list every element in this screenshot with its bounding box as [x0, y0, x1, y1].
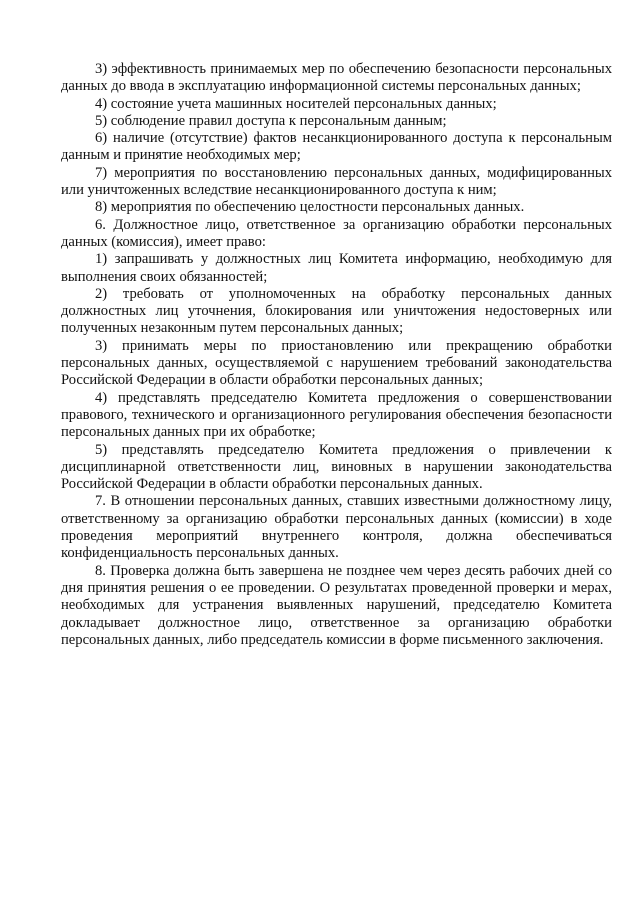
paragraph-right-2-demand-correction: 2) требовать от уполномоченных на обработку персональных данных должностных лиц уточнения, блокирования или уничтожения недостоверных или полученных незаконным путем персональных данных; [61, 285, 612, 337]
paragraph-right-4-improvement-proposals: 4) представлять председателю Комитета предложения о совершенствовании правового, технического и организационного регулирования обеспечения безопасности персональных данных при их обработке; [61, 389, 612, 441]
paragraph-right-3-suspend-processing: 3) принимать меры по приостановлению или прекращению обработки персональных данных, осуществляемой с нарушением требований законодательства Российской Федерации в области обработки персональных данных; [61, 337, 612, 389]
paragraph-item-4-media-accounting: 4) состояние учета машинных носителей персональных данных; [95, 95, 497, 112]
paragraph-section-7-confidentiality: 7. В отношении персональных данных, ставших известными должностному лицу, ответственному за организацию обработки персональных данных (комиссии) в ходе проведения мероприятий внутреннего контроля, должна обеспечиваться конфиденциальность персональных данных. [61, 493, 612, 562]
paragraph-right-1-request-info: 1) запрашивать у должностных лиц Комитета информацию, необходимую для выполнения своих обязанностей; [61, 251, 612, 285]
document-body [61, 61, 612, 649]
paragraph-item-3-effectiveness: 3) эффективность принимаемых мер по обеспечению безопасности персональных данных до ввода в эксплуатацию информационной системы персональных данных; [61, 61, 612, 95]
paragraph-item-8-integrity: 8) мероприятия по обеспечению целостности персональных данных. [95, 199, 525, 216]
paragraph-right-5-disciplinary-proposals: 5) представлять председателю Комитета предложения о привлечении к дисциплинарной ответственности лиц, виновных в нарушении законодательства Российской Федерации в области обработки персональных данных. [61, 441, 612, 493]
paragraph-item-5-access-rules: 5) соблюдение правил доступа к персональным данным; [95, 112, 447, 129]
paragraph-item-7-recovery: 7) мероприятия по восстановлению персональных данных, модифицированных или уничтоженных вследствие несанкционированного доступа к ним; [61, 164, 612, 199]
paragraph-section-6-rights: 6. Должностное лицо, ответственное за организацию обработки персональных данных (комиссия), имеет право: [61, 216, 612, 250]
paragraph-item-6-unauthorized-access: 6) наличие (отсутствие) фактов несанкционированного доступа к персональным данным и принятие необходимых мер; [61, 130, 612, 164]
paragraph-section-8-inspection-deadline: 8. Проверка должна быть завершена не позднее чем через десять рабочих дней со дня принятия решения о ее проведении. О результатах проведенной проверки и мерах, необходимых для устранения выявленных нарушений, председателю Комитета докладывает должностное лицо, ответственное за организацию обработки персональных данных, либо председатель комиссии в форме письменного заключения. [61, 562, 612, 648]
